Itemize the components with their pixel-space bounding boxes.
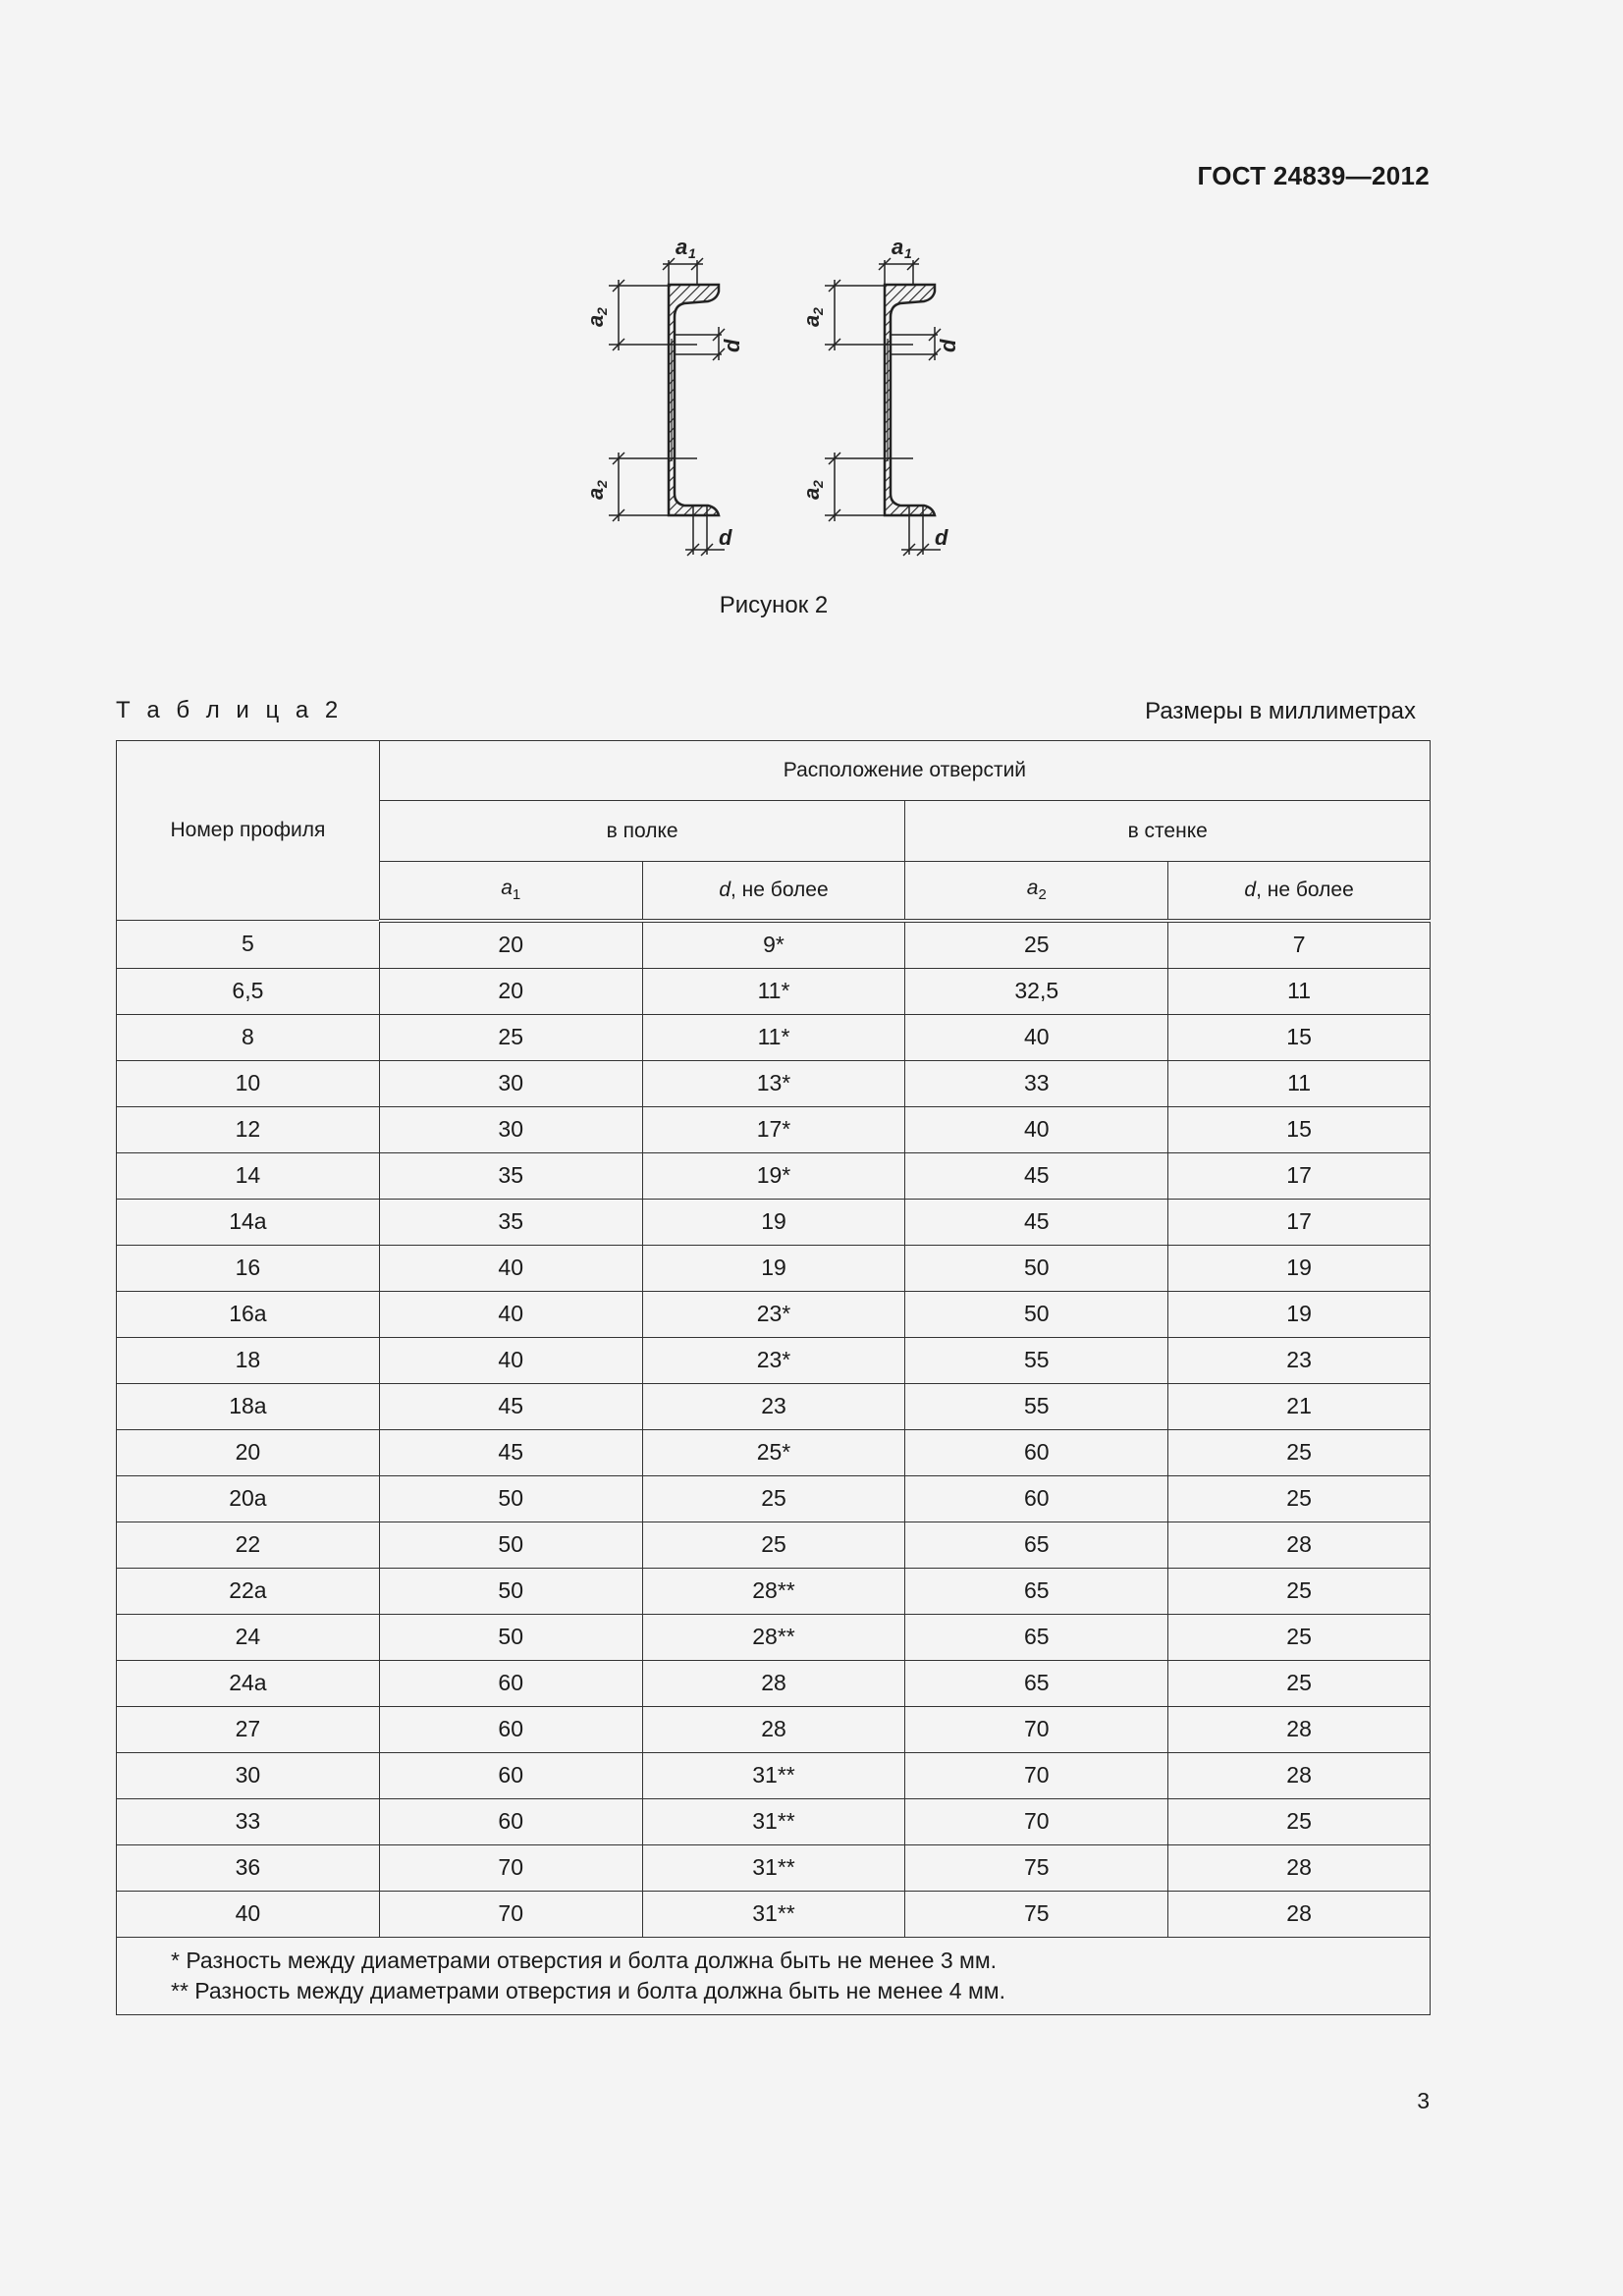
table-cell: 60 (379, 1798, 642, 1844)
table-cell: 35 (379, 1199, 642, 1245)
header-web: в стенке (905, 801, 1431, 862)
table-cell: 65 (905, 1522, 1168, 1568)
table-cell: 45 (379, 1429, 642, 1475)
table-row (117, 1014, 1431, 1060)
table-row (117, 1891, 1431, 1937)
table-cell: 30 (117, 1752, 380, 1798)
label-d-flange-right: d (935, 525, 948, 550)
header-a2: $a_2$ (905, 862, 1168, 921)
label-a1-right: a (892, 235, 904, 259)
channel-diagram (550, 221, 1021, 569)
table-cell: 40 (905, 1106, 1168, 1152)
table-cell: 28 (1168, 1844, 1431, 1891)
table-cell: 75 (905, 1844, 1168, 1891)
table-cell: 50 (379, 1475, 642, 1522)
table-row (117, 1383, 1431, 1429)
label-a2-bottom-right: a (799, 487, 824, 500)
table-cell: 19 (1168, 1291, 1431, 1337)
figure-channel-sections (550, 221, 1021, 569)
table-cell: 60 (905, 1429, 1168, 1475)
label-a2-bottom-left: a (583, 487, 608, 500)
table-cell: 24а (117, 1660, 380, 1706)
label-a2-top-left: a (583, 314, 608, 327)
label-a2-bottom-sub-right: 2 (810, 480, 826, 488)
table-cell: 28** (642, 1614, 905, 1660)
table-cell: 13* (642, 1060, 905, 1106)
header-d-flange: d, не более (642, 862, 905, 921)
table-cell: 16а (117, 1291, 380, 1337)
table-cell: 60 (379, 1706, 642, 1752)
table-cell: 65 (905, 1614, 1168, 1660)
table-cell: 70 (905, 1752, 1168, 1798)
table-cell: 18а (117, 1383, 380, 1429)
table-cell: 70 (905, 1706, 1168, 1752)
table-cell: 25 (1168, 1475, 1431, 1522)
table-units: Размеры в миллиметрах (1145, 698, 1416, 724)
table-cell: 6,5 (117, 968, 380, 1014)
table-cell: 18 (117, 1337, 380, 1383)
document-code: ГОСТ 24839—2012 (1197, 161, 1430, 190)
header-location: Расположение отверстий (379, 741, 1430, 801)
table-body (117, 921, 1431, 2015)
table-cell: 70 (905, 1798, 1168, 1844)
table-cell: 17* (642, 1106, 905, 1152)
table-cell: 11* (642, 1014, 905, 1060)
table-cell: 20 (379, 921, 642, 969)
table-cell: 19 (642, 1245, 905, 1291)
table-cell: 19 (642, 1199, 905, 1245)
table-cell: 24 (117, 1614, 380, 1660)
table-cell: 16 (117, 1245, 380, 1291)
table-row (117, 1291, 1431, 1337)
table-cell: 60 (379, 1752, 642, 1798)
table-cell: 50 (379, 1614, 642, 1660)
table-cell: 50 (379, 1568, 642, 1614)
table-note: ** Разность между диаметрами отверстия и болта должна быть не менее 4 мм. (171, 1977, 1005, 2003)
table-cell: 21 (1168, 1383, 1431, 1429)
table-notes-row (117, 1937, 1431, 2014)
table-cell: 65 (905, 1660, 1168, 1706)
table-cell: 25 (1168, 1614, 1431, 1660)
table-cell: 25 (905, 921, 1168, 969)
table-cell: 11 (1168, 1060, 1431, 1106)
table-cell: 5 (117, 921, 380, 969)
hole-location-table (116, 740, 1431, 2015)
table-row (117, 1199, 1431, 1245)
table-cell: 23* (642, 1291, 905, 1337)
table-cell: 40 (379, 1337, 642, 1383)
table-row (117, 1752, 1431, 1798)
table-row (117, 1475, 1431, 1522)
table-cell: 23* (642, 1337, 905, 1383)
page-number: 3 (1417, 2088, 1430, 2113)
label-d-web-left: d (720, 339, 744, 352)
table-row (117, 1706, 1431, 1752)
table-cell: 32,5 (905, 968, 1168, 1014)
table-cell: 60 (905, 1475, 1168, 1522)
table-row (117, 1429, 1431, 1475)
table-cell: 23 (1168, 1337, 1431, 1383)
table-cell: 17 (1168, 1199, 1431, 1245)
label-a1-sub-right: 1 (904, 245, 912, 261)
table-cell: 70 (379, 1891, 642, 1937)
header-a1: $a_1$ (379, 862, 642, 921)
table-row (117, 1060, 1431, 1106)
table-row (117, 1614, 1431, 1660)
table-cell: 33 (905, 1060, 1168, 1106)
table-row (117, 1152, 1431, 1199)
table-cell: 25 (1168, 1798, 1431, 1844)
table-cell: 25* (642, 1429, 905, 1475)
table-cell: 31** (642, 1752, 905, 1798)
table-cell: 14 (117, 1152, 380, 1199)
table-cell: 19 (1168, 1245, 1431, 1291)
table-cell: 25 (642, 1522, 905, 1568)
table-cell: 25 (1168, 1660, 1431, 1706)
table-row (117, 968, 1431, 1014)
table-cell: 31** (642, 1798, 905, 1844)
table-cell: 28 (1168, 1706, 1431, 1752)
table-row (117, 1106, 1431, 1152)
table-cell: 45 (905, 1199, 1168, 1245)
table-cell: 25 (379, 1014, 642, 1060)
table-cell: 10 (117, 1060, 380, 1106)
table-row (117, 1522, 1431, 1568)
figure-caption: Рисунок 2 (719, 592, 829, 618)
label-a2-bottom-sub-left: 2 (594, 480, 610, 488)
header-flange: в полке (379, 801, 905, 862)
table-cell: 50 (905, 1291, 1168, 1337)
table-cell: 60 (379, 1660, 642, 1706)
table-cell: 31** (642, 1891, 905, 1937)
table-cell: 40 (379, 1245, 642, 1291)
table-cell: 33 (117, 1798, 380, 1844)
table-cell: 22 (117, 1522, 380, 1568)
table-cell: 25 (1168, 1429, 1431, 1475)
table-row (117, 1568, 1431, 1614)
channel-section-left (609, 258, 725, 556)
table-cell: 7 (1168, 921, 1431, 969)
table-cell: 19* (642, 1152, 905, 1199)
table-cell: 50 (379, 1522, 642, 1568)
label-a1-left: a (676, 235, 688, 259)
table-cell: 20 (117, 1429, 380, 1475)
table-cell: 45 (905, 1152, 1168, 1199)
table-cell: 28 (1168, 1752, 1431, 1798)
table-cell: 55 (905, 1337, 1168, 1383)
table-cell: 23 (642, 1383, 905, 1429)
table-cell: 28 (642, 1660, 905, 1706)
table-row (117, 1798, 1431, 1844)
label-d-web-right: d (936, 339, 960, 352)
table-cell: 20 (379, 968, 642, 1014)
table-row (117, 1245, 1431, 1291)
table-row (117, 921, 1431, 969)
table-cell: 65 (905, 1568, 1168, 1614)
table-cell: 70 (379, 1844, 642, 1891)
table-cell: 31** (642, 1844, 905, 1891)
table-cell: 17 (1168, 1152, 1431, 1199)
table-cell: 28 (1168, 1891, 1431, 1937)
table-row (117, 1337, 1431, 1383)
table-row (117, 1660, 1431, 1706)
table-cell: 15 (1168, 1014, 1431, 1060)
table-cell: 12 (117, 1106, 380, 1152)
table-cell: 55 (905, 1383, 1168, 1429)
table-cell: 50 (905, 1245, 1168, 1291)
table-cell: 30 (379, 1060, 642, 1106)
label-a2-top-right: a (799, 314, 824, 327)
table-cell: 45 (379, 1383, 642, 1429)
table-cell: 28 (1168, 1522, 1431, 1568)
table-cell: 8 (117, 1014, 380, 1060)
table-row (117, 1844, 1431, 1891)
label-a1-sub-left: 1 (688, 245, 696, 261)
table-cell: 11 (1168, 968, 1431, 1014)
table-cell: 28** (642, 1568, 905, 1614)
table-cell: 75 (905, 1891, 1168, 1937)
table-cell: 35 (379, 1152, 642, 1199)
table-cell: 22а (117, 1568, 380, 1614)
table-cell: 14а (117, 1199, 380, 1245)
table-cell: 15 (1168, 1106, 1431, 1152)
table-cell: 40 (379, 1291, 642, 1337)
table-title: Т а б л и ц а 2 (116, 697, 344, 723)
table-cell: 9* (642, 921, 905, 969)
table-cell: 40 (905, 1014, 1168, 1060)
table-cell: 28 (642, 1706, 905, 1752)
table-note: * Разность между диаметрами отверстия и болта должна быть не менее 3 мм. (171, 1947, 998, 1973)
header-profile: Номер профиля (117, 741, 380, 921)
table-cell: 36 (117, 1844, 380, 1891)
header-d-web: d, не более (1168, 862, 1431, 921)
table-cell: 25 (1168, 1568, 1431, 1614)
table-cell: 11* (642, 968, 905, 1014)
label-a2-top-sub-left: 2 (594, 307, 610, 315)
label-a2-top-sub-right: 2 (810, 307, 826, 315)
table-notes (117, 1937, 1431, 2014)
table-cell: 30 (379, 1106, 642, 1152)
table-cell: 40 (117, 1891, 380, 1937)
table-cell: 20а (117, 1475, 380, 1522)
label-d-flange-left: d (719, 525, 732, 550)
table-cell: 25 (642, 1475, 905, 1522)
channel-section-right (825, 258, 941, 556)
table-cell: 27 (117, 1706, 380, 1752)
